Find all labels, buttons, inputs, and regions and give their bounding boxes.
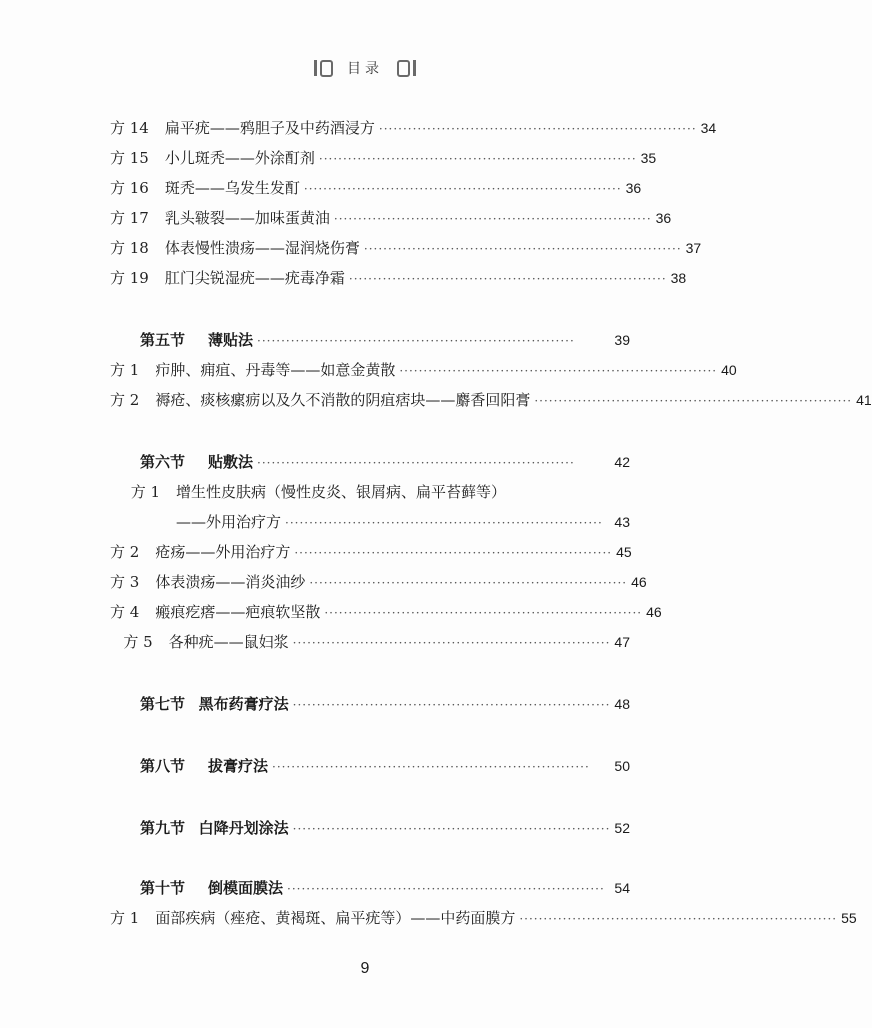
toc-entry[interactable] xyxy=(110,908,857,929)
toc-entry[interactable] xyxy=(110,238,702,259)
dot-leader: ·································································· xyxy=(303,182,622,196)
section-label: 第五节 xyxy=(140,331,186,349)
toc-entry[interactable] xyxy=(110,208,672,229)
entry-title: 各种疣——鼠妇浆 xyxy=(168,633,289,651)
toc-entry[interactable] xyxy=(110,118,717,139)
section-page: 39 xyxy=(614,332,630,348)
section-page: 50 xyxy=(614,758,630,774)
toc-entry[interactable] xyxy=(110,572,647,593)
dot-leader: ·································································· xyxy=(378,122,697,136)
dot-leader: ·································································· xyxy=(272,760,590,774)
dot-leader: ·································································· xyxy=(309,576,628,590)
section-title: 薄贴法 xyxy=(208,331,254,349)
dot-leader: ·································································· xyxy=(399,364,718,378)
entry-page: 41 xyxy=(856,392,872,408)
entry-page: 55 xyxy=(841,910,857,926)
toc-entry[interactable] xyxy=(110,482,630,502)
section-label: 第九节 xyxy=(140,819,186,837)
entry-page: 43 xyxy=(614,514,630,530)
section-page: 54 xyxy=(614,880,630,896)
section-label: 第六节 xyxy=(140,453,186,471)
dot-leader: ·································································· xyxy=(333,212,652,226)
dot-leader: ·································································· xyxy=(318,152,637,166)
entry-page: 40 xyxy=(721,362,737,378)
entry-title: 增生性皮肤病（慢性皮炎、银屑病、扁平苔藓等） xyxy=(176,483,507,501)
entry-label: 方 4 xyxy=(110,603,140,621)
dot-leader: ·································································· xyxy=(285,516,603,530)
section-title: 白降丹划涂法 xyxy=(198,819,289,837)
dot-leader: ·································································· xyxy=(292,636,611,650)
toc-section[interactable] xyxy=(140,452,630,473)
toc-entry[interactable] xyxy=(110,268,687,289)
entry-label: 方 5 xyxy=(123,633,153,651)
section-label: 第十节 xyxy=(140,879,186,897)
entry-title: 小儿斑秃——外涂酊剂 xyxy=(164,149,315,167)
entry-label: 方 19 xyxy=(110,269,149,287)
entry-label: 方 15 xyxy=(110,149,149,167)
entry-title: 褥疮、痰核瘰疬以及久不消散的阴疽痞块——麝香回阳膏 xyxy=(155,391,531,409)
header-title: 目录 xyxy=(347,61,383,77)
dot-leader: ·································································· xyxy=(324,606,643,620)
entry-page: 46 xyxy=(646,604,662,620)
entry-label: 方 2 xyxy=(110,543,140,561)
dot-leader: ·································································· xyxy=(257,456,575,470)
entry-title: 面部疾病（痤疮、黄褐斑、扁平疣等）——中药面膜方 xyxy=(155,909,516,927)
entry-page: 36 xyxy=(655,210,672,226)
section-page: 52 xyxy=(614,820,630,836)
entry-label: 方 1 xyxy=(110,909,140,927)
entry-page: 37 xyxy=(685,240,702,256)
section-page: 48 xyxy=(614,696,630,712)
section-page: 42 xyxy=(614,454,630,470)
section-label: 第八节 xyxy=(140,757,186,775)
toc-section[interactable] xyxy=(140,694,630,715)
section-title: 贴敷法 xyxy=(208,453,254,471)
entry-title: 斑秃——乌发生发酊 xyxy=(164,179,300,197)
entry-page: 35 xyxy=(640,150,657,166)
entry-title: 体表慢性溃疡——湿润烧伤膏 xyxy=(164,239,360,257)
toc-entry-continuation[interactable] xyxy=(110,512,630,533)
entry-label: 方 16 xyxy=(110,179,149,197)
entry-label: 方 14 xyxy=(110,119,149,137)
entry-label: 方 1 xyxy=(110,361,140,379)
entry-title: ——外用治疗方 xyxy=(176,513,282,531)
dot-leader: ·································································· xyxy=(363,242,682,256)
entry-page: 34 xyxy=(700,120,717,136)
entry-label: 方 1 xyxy=(130,483,160,501)
section-title: 黑布药膏疗法 xyxy=(198,695,289,713)
entry-title: 扁平疣——鸦胆子及中药酒浸方 xyxy=(164,119,375,137)
toc-entry[interactable] xyxy=(110,542,630,563)
dot-leader: ·································································· xyxy=(292,698,611,712)
toc-entry[interactable] xyxy=(110,178,642,199)
entry-page: 38 xyxy=(670,270,687,286)
entry-label: 方 2 xyxy=(110,391,140,409)
toc-section[interactable] xyxy=(140,330,630,351)
toc-entry[interactable] xyxy=(110,602,662,623)
section-label: 第七节 xyxy=(140,695,186,713)
entry-label: 方 18 xyxy=(110,239,149,257)
dot-leader: ·································································· xyxy=(257,334,575,348)
entry-title: 疖肿、痈疽、丹毒等——如意金黄散 xyxy=(155,361,396,379)
toc-section[interactable] xyxy=(140,818,630,839)
entry-title: 乳头皲裂——加味蛋黄油 xyxy=(164,209,330,227)
dot-leader: ·································································· xyxy=(294,546,613,560)
entry-page: 47 xyxy=(614,634,630,650)
toc-section[interactable] xyxy=(140,878,630,899)
toc-section[interactable] xyxy=(140,756,630,777)
entry-page: 36 xyxy=(625,180,642,196)
toc-entry[interactable] xyxy=(110,148,657,169)
toc-entry[interactable] xyxy=(110,632,630,653)
dot-leader: ·································································· xyxy=(348,272,667,286)
entry-label: 方 17 xyxy=(110,209,149,227)
entry-title: 肛门尖锐湿疣——疣毒净霜 xyxy=(164,269,345,287)
toc-entry[interactable] xyxy=(110,390,872,411)
dot-leader: ·································································· xyxy=(287,882,605,896)
entry-page: 46 xyxy=(631,574,647,590)
entry-title: 疮疡——外用治疗方 xyxy=(155,543,291,561)
page-number: 9 xyxy=(360,960,370,977)
section-title: 倒模面膜法 xyxy=(208,879,284,897)
entry-title: 体表溃疡——消炎油纱 xyxy=(155,573,306,591)
dot-leader: ·································································· xyxy=(534,394,853,408)
entry-label: 方 3 xyxy=(110,573,140,591)
toc-entry[interactable] xyxy=(110,360,737,381)
entry-page: 45 xyxy=(616,544,632,560)
entry-title: 瘢痕疙瘩——疤痕软坚散 xyxy=(155,603,321,621)
section-title: 拔膏疗法 xyxy=(208,757,269,775)
dot-leader: ·································································· xyxy=(292,822,611,836)
dot-leader: ·································································· xyxy=(519,912,838,926)
